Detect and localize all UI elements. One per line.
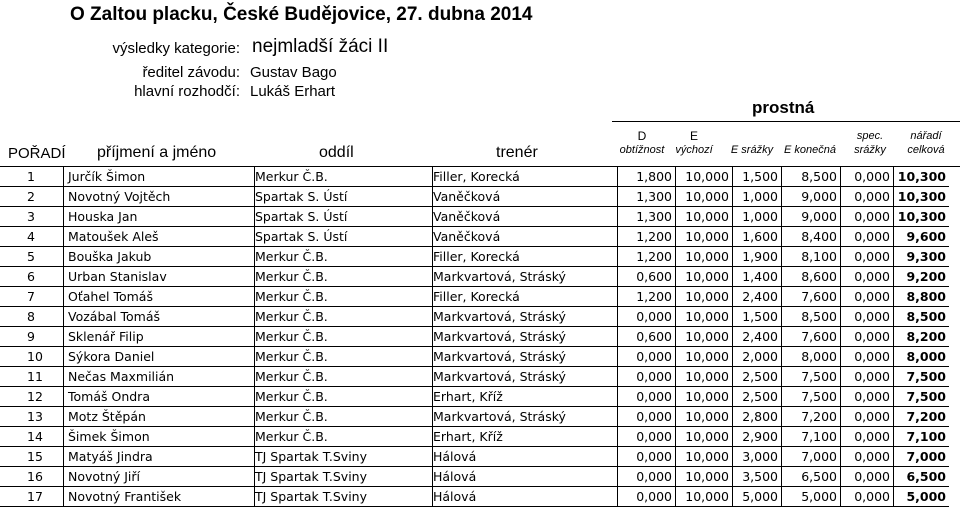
d-score-cell: 1,200: [618, 287, 676, 307]
e-deduction-cell: 3,000: [733, 447, 782, 467]
total-score-cell: 9,600: [894, 227, 950, 247]
spec-deduction-cell: 0,000: [841, 407, 894, 427]
col-spec-top: spec.: [856, 130, 884, 142]
d-score-cell: 1,300: [618, 187, 676, 207]
d-score-cell: 0,000: [618, 467, 676, 487]
spec-deduction-cell: 0,000: [841, 187, 894, 207]
total-score-cell: 7,200: [894, 407, 950, 427]
rank-cell: 11: [0, 367, 64, 387]
d-score-cell: 1,300: [618, 207, 676, 227]
rank-cell: 16: [0, 467, 64, 487]
table-row: [0, 427, 949, 447]
e-start-cell: 10,000: [676, 407, 733, 427]
e-start-cell: 10,000: [676, 427, 733, 447]
d-score-cell: 1,200: [618, 247, 676, 267]
club-cell: Merkur Č.B.: [255, 367, 433, 387]
club-cell: Merkur Č.B.: [255, 307, 433, 327]
table-row: [0, 407, 949, 427]
rank-cell: 9: [0, 327, 64, 347]
table-row: [0, 247, 949, 267]
e-final-cell: 9,000: [782, 207, 841, 227]
rank-cell: 10: [0, 347, 64, 367]
coach-cell: Erhart, Kříž: [433, 427, 618, 447]
club-cell: TJ Spartak T.Sviny: [255, 487, 433, 507]
club-cell: Merkur Č.B.: [255, 347, 433, 367]
col-club: oddíl: [319, 144, 354, 161]
name-cell: Urban Stanislav: [64, 267, 255, 287]
col-spec-bottom: srážky: [854, 144, 886, 156]
name-cell: Motz Štěpán: [64, 407, 255, 427]
coach-cell: Markvartová, Stráský: [433, 407, 618, 427]
table-row: [0, 467, 949, 487]
category-label: výsledky kategorie:: [112, 40, 240, 57]
total-score-cell: 10,300: [894, 187, 950, 207]
total-score-cell: 7,500: [894, 367, 950, 387]
e-final-cell: 7,500: [782, 387, 841, 407]
name-cell: Novotný Vojtěch: [64, 187, 255, 207]
name-cell: Sýkora Daniel: [64, 347, 255, 367]
e-deduction-cell: 2,400: [733, 287, 782, 307]
total-score-cell: 7,100: [894, 427, 950, 447]
e-final-cell: 5,000: [782, 487, 841, 507]
col-e: [664, 129, 724, 157]
club-cell: Merkur Č.B.: [255, 427, 433, 447]
table-row: [0, 347, 949, 367]
col-name: příjmení a jméno: [97, 144, 217, 161]
d-score-cell: 0,600: [618, 327, 676, 347]
rank-cell: 6: [0, 267, 64, 287]
coach-cell: Markvartová, Stráský: [433, 327, 618, 347]
coach-cell: Filler, Korecká: [433, 247, 618, 267]
club-cell: TJ Spartak T.Sviny: [255, 447, 433, 467]
club-cell: Merkur Č.B.: [255, 247, 433, 267]
spec-deduction-cell: 0,000: [841, 227, 894, 247]
rank-cell: 12: [0, 387, 64, 407]
e-start-cell: 10,000: [676, 367, 733, 387]
e-deduction-cell: 2,400: [733, 327, 782, 347]
club-cell: Spartak S. Ústí: [255, 207, 433, 227]
name-cell: Novotný Jiří: [64, 467, 255, 487]
name-cell: Tomáš Ondra: [64, 387, 255, 407]
col-coach: trenér: [496, 144, 538, 161]
e-start-cell: 10,000: [676, 347, 733, 367]
coach-cell: Markvartová, Stráský: [433, 347, 618, 367]
name-cell: Novotný František: [64, 487, 255, 507]
table-row: [0, 187, 949, 207]
table-row: [0, 267, 949, 287]
d-score-cell: 0,000: [618, 307, 676, 327]
coach-cell: Markvartová, Stráský: [433, 367, 618, 387]
col-spec: [843, 129, 897, 157]
spec-deduction-cell: 0,000: [841, 367, 894, 387]
d-score-cell: 0,000: [618, 407, 676, 427]
col-e-final: E konečná: [784, 144, 836, 156]
table-row: [0, 287, 949, 307]
coach-cell: Erhart, Kříž: [433, 387, 618, 407]
e-deduction-cell: 2,500: [733, 387, 782, 407]
e-deduction-cell: 1,000: [733, 187, 782, 207]
col-total-top: nářadí: [910, 130, 942, 142]
d-score-cell: 0,600: [618, 267, 676, 287]
rank-cell: 15: [0, 447, 64, 467]
coach-cell: Filler, Korecká: [433, 287, 618, 307]
spec-deduction-cell: 0,000: [841, 167, 894, 187]
name-cell: Vozábal Tomáš: [64, 307, 255, 327]
apparatus-underline: [612, 121, 960, 122]
d-score-cell: 0,000: [618, 447, 676, 467]
total-score-cell: 9,300: [894, 247, 950, 267]
table-row: [0, 307, 949, 327]
total-score-cell: 8,500: [894, 307, 950, 327]
director-value: Gustav Bago: [250, 64, 337, 81]
spec-deduction-cell: 0,000: [841, 207, 894, 227]
name-cell: Sklenář Filip: [64, 327, 255, 347]
e-start-cell: 10,000: [676, 447, 733, 467]
director-label: ředitel závodu:: [142, 64, 240, 81]
table-row: [0, 227, 949, 247]
coach-cell: Markvartová, Stráský: [433, 267, 618, 287]
e-final-cell: 7,500: [782, 367, 841, 387]
col-d-top: D: [637, 129, 647, 143]
col-d-bottom: obtížnost: [619, 144, 665, 156]
d-score-cell: 1,800: [618, 167, 676, 187]
col-d: [612, 129, 672, 157]
name-cell: Houska Jan: [64, 207, 255, 227]
col-rank: POŘADÍ: [8, 145, 66, 162]
club-cell: Merkur Č.B.: [255, 327, 433, 347]
coach-cell: Vaněčková: [433, 227, 618, 247]
spec-deduction-cell: 0,000: [841, 427, 894, 447]
e-start-cell: 10,000: [676, 307, 733, 327]
spec-deduction-cell: 0,000: [841, 447, 894, 467]
club-cell: Spartak S. Ústí: [255, 187, 433, 207]
col-e-top: E: [689, 129, 698, 143]
table-row: [0, 447, 949, 467]
spec-deduction-cell: 0,000: [841, 387, 894, 407]
e-start-cell: 10,000: [676, 167, 733, 187]
rank-cell: 3: [0, 207, 64, 227]
e-final-cell: 8,100: [782, 247, 841, 267]
category-value: nejmladší žáci II: [252, 36, 389, 57]
col-total: [898, 129, 954, 157]
e-final-cell: 7,000: [782, 447, 841, 467]
e-start-cell: 10,000: [676, 247, 733, 267]
rank-cell: 1: [0, 167, 64, 187]
total-score-cell: 7,000: [894, 447, 950, 467]
e-start-cell: 10,000: [676, 327, 733, 347]
e-final-cell: 8,000: [782, 347, 841, 367]
e-start-cell: 10,000: [676, 227, 733, 247]
name-cell: Bouška Jakub: [64, 247, 255, 267]
table-row: [0, 487, 949, 507]
e-deduction-cell: 1,600: [733, 227, 782, 247]
e-final-cell: 8,600: [782, 267, 841, 287]
club-cell: Spartak S. Ústí: [255, 227, 433, 247]
referee-label: hlavní rozhodčí:: [134, 83, 240, 100]
coach-cell: Vaněčková: [433, 187, 618, 207]
e-final-cell: 7,600: [782, 327, 841, 347]
e-deduction-cell: 1,400: [733, 267, 782, 287]
page-title: O Zaltou placku, České Budějovice, 27. dubna 2014: [70, 4, 533, 25]
rank-cell: 8: [0, 307, 64, 327]
e-deduction-cell: 2,000: [733, 347, 782, 367]
club-cell: Merkur Č.B.: [255, 287, 433, 307]
spec-deduction-cell: 0,000: [841, 307, 894, 327]
total-score-cell: 7,500: [894, 387, 950, 407]
e-final-cell: 8,400: [782, 227, 841, 247]
apparatus-title: prostná: [752, 98, 815, 117]
table-row: [0, 327, 949, 347]
e-deduction-cell: 1,900: [733, 247, 782, 267]
e-final-cell: 7,100: [782, 427, 841, 447]
spec-deduction-cell: 0,000: [841, 247, 894, 267]
col-total-bottom: celková: [907, 144, 945, 156]
d-score-cell: 1,200: [618, 227, 676, 247]
table-row: [0, 167, 949, 187]
name-cell: Nečas Maxmilián: [64, 367, 255, 387]
total-score-cell: 8,800: [894, 287, 950, 307]
e-final-cell: 7,600: [782, 287, 841, 307]
rank-cell: 5: [0, 247, 64, 267]
e-deduction-cell: 1,000: [733, 207, 782, 227]
e-deduction-cell: 1,500: [733, 167, 782, 187]
coach-cell: Vaněčková: [433, 207, 618, 227]
e-start-cell: 10,000: [676, 387, 733, 407]
name-cell: Matoušek Aleš: [64, 227, 255, 247]
name-cell: Jurčík Šimon: [64, 167, 255, 187]
total-score-cell: 8,000: [894, 347, 950, 367]
col-e-deductions: E srážky: [730, 144, 774, 156]
e-final-cell: 8,500: [782, 167, 841, 187]
name-cell: Oťahel Tomáš: [64, 287, 255, 307]
e-start-cell: 10,000: [676, 287, 733, 307]
col-e-bottom: výchozí: [675, 144, 713, 156]
rank-cell: 14: [0, 427, 64, 447]
total-score-cell: 8,200: [894, 327, 950, 347]
total-score-cell: 10,300: [894, 167, 950, 187]
coach-cell: Hálová: [433, 467, 618, 487]
e-deduction-cell: 2,800: [733, 407, 782, 427]
table-row: [0, 387, 949, 407]
e-deduction-cell: 3,500: [733, 467, 782, 487]
spec-deduction-cell: 0,000: [841, 467, 894, 487]
coach-cell: Hálová: [433, 447, 618, 467]
referee-value: Lukáš Erhart: [250, 83, 336, 100]
results-table: [0, 167, 949, 507]
coach-cell: Hálová: [433, 487, 618, 507]
spec-deduction-cell: 0,000: [841, 327, 894, 347]
club-cell: Merkur Č.B.: [255, 387, 433, 407]
e-start-cell: 10,000: [676, 487, 733, 507]
d-score-cell: 0,000: [618, 387, 676, 407]
rank-cell: 17: [0, 487, 64, 507]
rank-cell: 7: [0, 287, 64, 307]
e-final-cell: 7,200: [782, 407, 841, 427]
d-score-cell: 0,000: [618, 487, 676, 507]
e-deduction-cell: 1,500: [733, 307, 782, 327]
d-score-cell: 0,000: [618, 427, 676, 447]
e-deduction-cell: 2,500: [733, 367, 782, 387]
e-start-cell: 10,000: [676, 267, 733, 287]
d-score-cell: 0,000: [618, 347, 676, 367]
e-deduction-cell: 5,000: [733, 487, 782, 507]
total-score-cell: 10,300: [894, 207, 950, 227]
total-score-cell: 6,500: [894, 467, 950, 487]
club-cell: Merkur Č.B.: [255, 267, 433, 287]
spec-deduction-cell: 0,000: [841, 267, 894, 287]
coach-cell: Filler, Korecká: [433, 167, 618, 187]
rank-cell: 13: [0, 407, 64, 427]
club-cell: Merkur Č.B.: [255, 407, 433, 427]
e-final-cell: 6,500: [782, 467, 841, 487]
spec-deduction-cell: 0,000: [841, 347, 894, 367]
club-cell: TJ Spartak T.Sviny: [255, 467, 433, 487]
rank-cell: 4: [0, 227, 64, 247]
e-final-cell: 9,000: [782, 187, 841, 207]
e-final-cell: 8,500: [782, 307, 841, 327]
e-start-cell: 10,000: [676, 187, 733, 207]
table-row: [0, 367, 949, 387]
name-cell: Šimek Šimon: [64, 427, 255, 447]
spec-deduction-cell: 0,000: [841, 487, 894, 507]
e-start-cell: 10,000: [676, 467, 733, 487]
coach-cell: Markvartová, Stráský: [433, 307, 618, 327]
rank-cell: 2: [0, 187, 64, 207]
e-deduction-cell: 2,900: [733, 427, 782, 447]
e-start-cell: 10,000: [676, 207, 733, 227]
table-row: [0, 207, 949, 227]
d-score-cell: 0,000: [618, 367, 676, 387]
name-cell: Matyáš Jindra: [64, 447, 255, 467]
spec-deduction-cell: 0,000: [841, 287, 894, 307]
club-cell: Merkur Č.B.: [255, 167, 433, 187]
total-score-cell: 9,200: [894, 267, 950, 287]
total-score-cell: 5,000: [894, 487, 950, 507]
